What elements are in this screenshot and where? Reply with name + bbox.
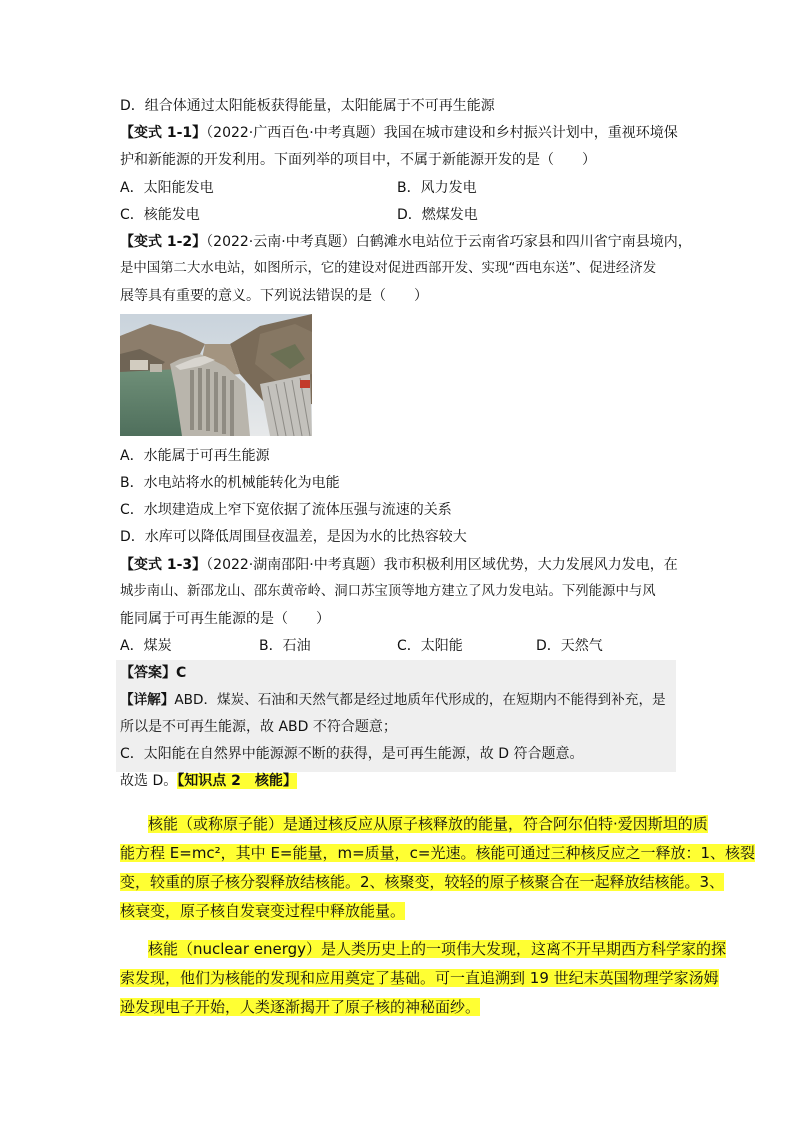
question-text: 是中国第二大水电站，如图所示，它的建设对促进西部开发、实现“西电东送”、促进经济发 xyxy=(120,261,657,276)
knowledge-heading: 【知识点 2 核能】 xyxy=(177,773,297,789)
variant-tag: 【变式 1-3】 xyxy=(120,557,207,573)
knowledge-paragraph-1-line: 变，较重的原子核分裂释放结核能。2、核聚变，较轻的原子核聚合在一起释放结核能。3、 xyxy=(120,873,725,891)
knowledge-paragraph-1-line: 核衰变，原子核自发衰变过程中释放能量。 xyxy=(120,902,406,920)
choose-line xyxy=(120,771,676,791)
question-text: 白鹤滩水电站位于云南省巧家县和四川省宁南县境内， xyxy=(355,234,692,250)
option-a: A．水能属于可再生能源 xyxy=(120,448,270,464)
option-d: D．燃煤发电 xyxy=(397,207,478,223)
detail-label: 【详解】 xyxy=(120,692,175,708)
question-source: （2022·湖南邵阳·中考真题） xyxy=(206,557,384,573)
question-text: 我市积极利用区域优势，大力发展风力发电，在 xyxy=(383,557,678,573)
option-d: D．天然气 xyxy=(536,638,603,654)
answer-value: C xyxy=(176,665,187,681)
knowledge-paragraph-2-line: 核能（nuclear energy）是人类历史上的一项伟大发现，这离不开早期西方科学家的探 xyxy=(148,940,727,958)
option-a: A．太阳能发电 xyxy=(120,180,214,196)
option-b: B．石油 xyxy=(259,638,311,654)
question-text: 城步南山、新邵龙山、邵东黄帝岭、洞口苏宝顶等地方建立了风力发电站。下列能源中与风 xyxy=(120,584,656,599)
question-text: 展等具有重要的意义。下列说法错误的是（ ） xyxy=(120,288,428,304)
option-b: B．风力发电 xyxy=(397,180,477,196)
option-a: A．煤炭 xyxy=(120,638,172,654)
detail-line xyxy=(120,690,676,710)
dam-photo xyxy=(120,314,312,436)
variant-tag: 【变式 1-1】 xyxy=(120,125,207,141)
knowledge-paragraph-2-line: 索发现，他们为核能的发现和应用奠定了基础。可一直追溯到 19 世纪末英国物理学家汤姆 xyxy=(120,969,719,987)
knowledge-paragraph-1-line: 能方程 E=mc²，其中 E=能量，m=质量，c=光速。核能可通过三种核反应之一释放：1、核裂 xyxy=(120,844,756,862)
option-c: C．核能发电 xyxy=(120,207,200,223)
detail-text: ABD．煤炭、石油和天然气都是经过地质年代形成的，在短期内不能得到补充，是 xyxy=(174,692,666,708)
answer-label: 【答案】 xyxy=(120,665,176,681)
option-c: C．太阳能 xyxy=(397,638,463,654)
knowledge-paragraph-1-line: 核能（或称原子能）是通过核反应从原子核释放的能量，符合阿尔伯特·爱因斯坦的质 xyxy=(148,815,708,833)
option-b: B．水电站将水的机械能转化为电能 xyxy=(120,475,340,491)
question-text: 我国在城市建设和乡村振兴计划中，重视环境保 xyxy=(383,125,678,141)
option-d: D．水库可以降低周围昼夜温差，是因为水的比热容较大 xyxy=(120,529,467,545)
variant-1-3-stem xyxy=(120,555,676,575)
option-c: C．水坝建造成上窄下宽依据了流体压强与流速的关系 xyxy=(120,502,452,518)
question-text: 护和新能源的开发利用。下面列举的项目中，不属于新能源开发的是（ ） xyxy=(120,152,596,168)
knowledge-paragraph-2-line: 逊发现电子开始，人类逐渐揭开了原子核的神秘面纱。 xyxy=(120,998,481,1016)
detail-text: C．太阳能在自然界中能源源不断的获得，是可再生能源，故 D 符合题意。 xyxy=(120,746,584,762)
question-text: 能同属于可再生能源的是（ ） xyxy=(120,611,330,627)
detail-text: 所以是不可再生能源，故 ABD 不符合题意； xyxy=(120,719,397,735)
variant-1-2-stem xyxy=(120,232,692,252)
answer-line xyxy=(120,663,676,683)
variant-tag: 【变式 1-2】 xyxy=(120,234,207,250)
variant-1-1-stem xyxy=(120,123,676,143)
question-source: （2022·广西百色·中考真题） xyxy=(206,125,384,141)
question-source: （2022·云南·中考真题） xyxy=(206,234,356,250)
choose-text: 故选 D。 xyxy=(120,773,178,789)
prev-option-d: D．组合体通过太阳能板获得能量，太阳能属于不可再生能源 xyxy=(120,98,495,114)
